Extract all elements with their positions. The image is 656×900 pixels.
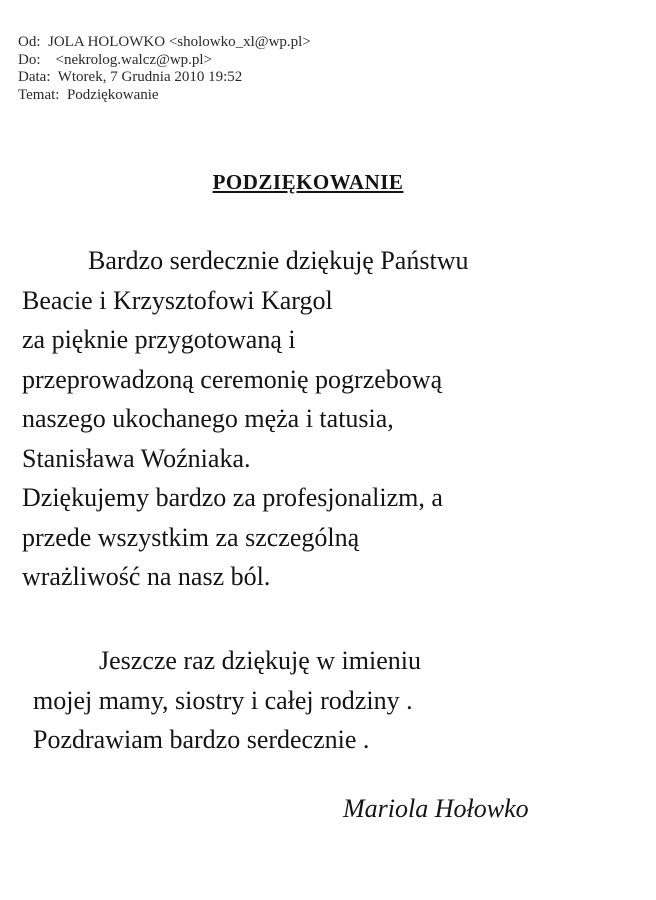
subject-row: [18, 87, 311, 105]
from-value: JOLA HOLOWKO <sholowko_xl@wp.pl>: [48, 34, 311, 50]
paragraph-line: mojej mamy, siostry i całej rodziny .: [33, 685, 413, 715]
paragraph-line: wrażliwość na nasz ból.: [22, 562, 271, 591]
date-label: Data:: [18, 69, 51, 85]
paragraph-line: przede wszystkim za szczególną: [22, 522, 360, 552]
letter-title: PODZIĘKOWANIE: [212, 170, 404, 194]
paragraph-line: Dziękujemy bardzo za profesjonalizm, a: [22, 483, 443, 512]
paragraph-line: Jeszcze raz dziękuję w imieniu: [99, 646, 421, 675]
to-row: [18, 52, 311, 70]
signature: Mariola Hołowko: [343, 794, 529, 823]
paragraph-line: przeprowadzoną ceremonię pogrzebową: [22, 364, 443, 394]
paragraph-line: Pozdrawiam bardzo serdecznie .: [33, 725, 370, 754]
subject-label: Temat:: [18, 86, 60, 103]
email-header: [18, 34, 311, 104]
date-row: [18, 69, 311, 87]
paragraph-2: [33, 641, 593, 760]
paragraph-line: Beacie i Krzysztofowi Kargol: [22, 285, 333, 315]
paragraph-line: naszego ukochanego męża i tatusia,: [22, 404, 394, 433]
paragraph-line: za pięknie przygotowaną i: [22, 325, 296, 354]
to-label: Do:: [18, 51, 41, 68]
date-value: Wtorek, 7 Grudnia 2010 19:52: [57, 69, 243, 85]
from-label: Od:: [18, 34, 41, 50]
paragraph-line: Stanisława Woźniaka.: [22, 443, 251, 473]
paragraph-line: Bardzo serdecznie dziękuję Państwu: [88, 246, 469, 275]
subject-value: Podziękowanie: [66, 86, 159, 103]
from-row: [18, 34, 311, 52]
paragraph-1: [22, 241, 622, 597]
to-value: <nekrolog.walcz@wp.pl>: [55, 51, 213, 68]
